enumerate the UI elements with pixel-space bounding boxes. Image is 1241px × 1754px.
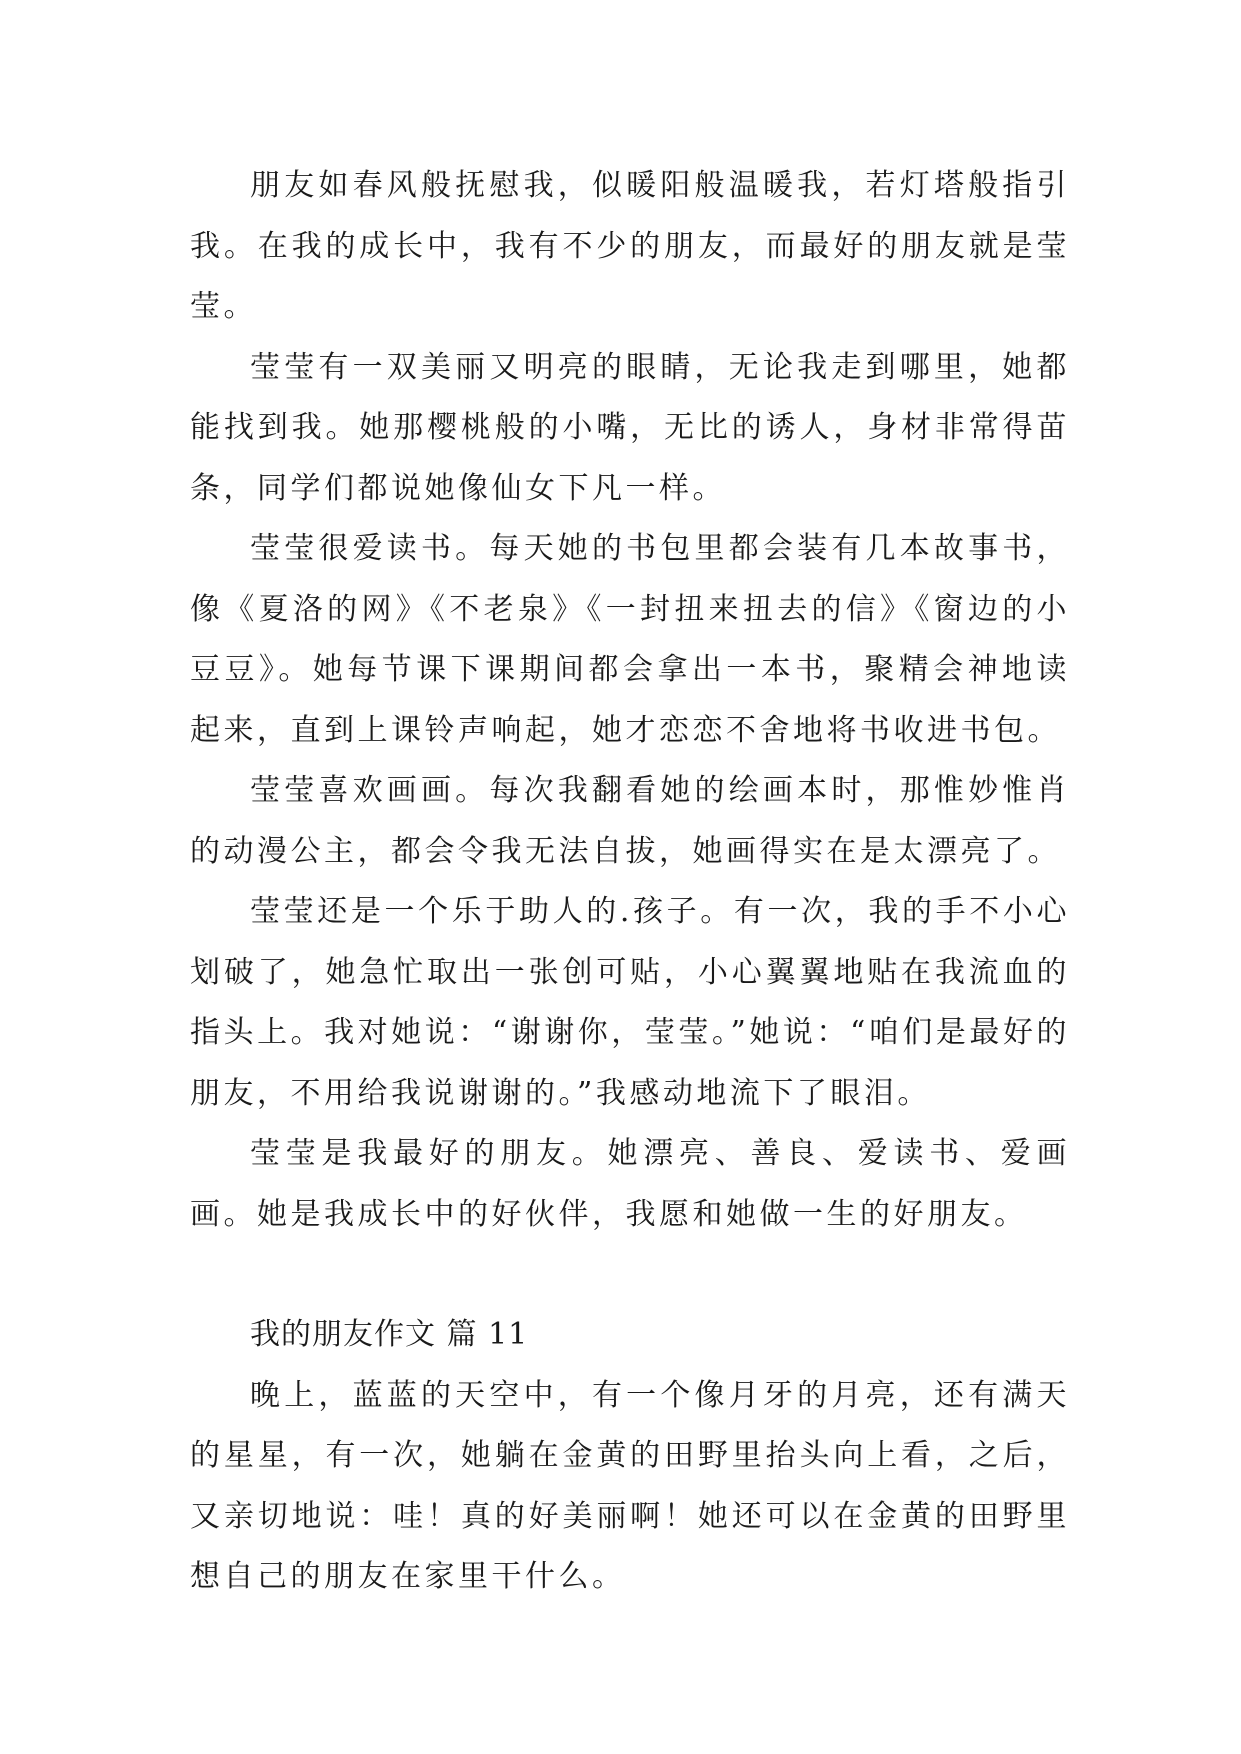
paragraph-1: 朋友如春风般抚慰我，似暖阳般温暖我，若灯塔般指引我。在我的成长中，我有不少的朋友，而最好的朋友就是莹莹。	[190, 168, 1070, 324]
section-heading: 我的朋友作文 篇 11	[250, 1317, 529, 1352]
document-body	[190, 156, 1070, 1608]
paragraph-6: 莹莹是我最好的朋友。她漂亮、善良、爱读书、爱画画。她是我成长中的好伙伴，我愿和她做一生的好朋友。	[190, 1136, 1070, 1232]
paragraph-2: 莹莹有一双美丽又明亮的眼睛，无论我走到哪里，她都能找到我。她那樱桃般的小嘴，无比的诱人，身材非常得苗条，同学们都说她像仙女下凡一样。	[190, 349, 1070, 506]
paragraph-3: 莹莹很爱读书。每天她的书包里都会装有几本故事书，像《夏洛的网》《不老泉》《一封扭来扭去的信》《窗边的小豆豆》。她每节课下课期间都会拿出一本书，聚精会神地读起来，直到上课铃声响起，她才恋恋不舍地将书收进书包。	[190, 531, 1070, 748]
paragraph-5: 莹莹还是一个乐于助人的.孩子。有一次，我的手不小心划破了，她急忙取出一张创可贴，小心翼翼地贴在我流血的指头上。我对她说：“谢谢你，莹莹。”她说：“咱们是最好的朋友，不用给我说谢谢的。”我感动地流下了眼泪。	[190, 894, 1070, 1111]
paragraph-7: 晚上，蓝蓝的天空中，有一个像月牙的月亮，还有满天的星星，有一次，她躺在金黄的田野里抬头向上看，之后，又亲切地说：哇！真的好美丽啊！她还可以在金黄的田野里想自己的朋友在家里干什么。	[190, 1377, 1070, 1594]
paragraph-4: 莹莹喜欢画画。每次我翻看她的绘画本时，那惟妙惟肖的动漫公主，都会令我无法自拔，她画得实在是太漂亮了。	[190, 773, 1070, 869]
